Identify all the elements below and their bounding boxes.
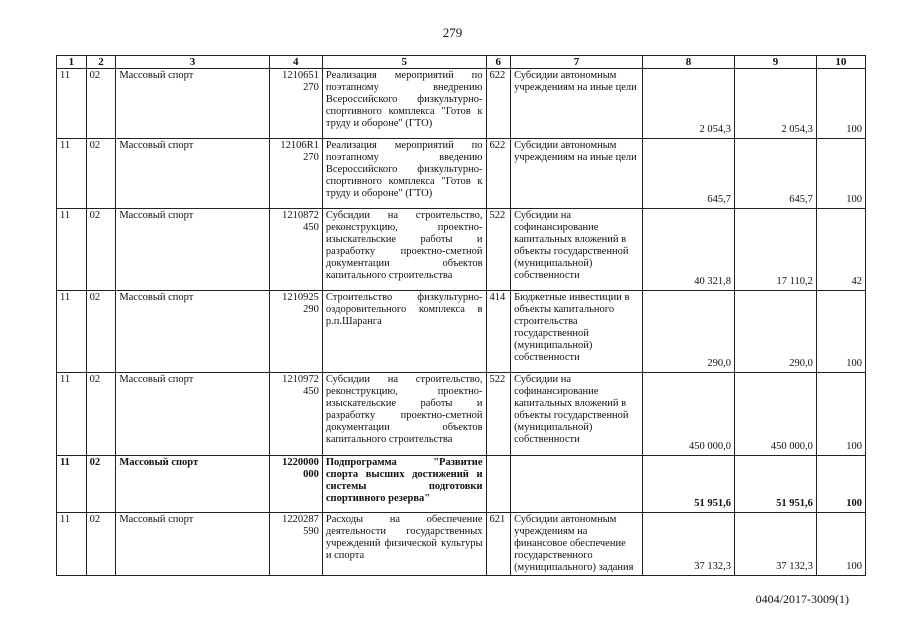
executed-amount: 37 132,3 (735, 513, 817, 576)
article-name: Подпрограмма "Развитие спорта высших достижений и системы подготовки спортивного резерва" (322, 456, 486, 513)
planned-amount: 450 000,0 (642, 373, 734, 456)
budget-table (56, 55, 866, 576)
section-name: Массовый спорт (116, 139, 269, 209)
section-code: 11 (57, 373, 87, 456)
execution-percent: 100 (816, 456, 865, 513)
header-cell: 3 (116, 56, 269, 69)
expense-type-name: Субсидии автономным учреждениям на иные цели (511, 139, 643, 209)
executed-amount: 17 110,2 (735, 209, 817, 291)
planned-amount: 51 951,6 (642, 456, 734, 513)
expense-type-code: 414 (486, 291, 511, 373)
subsection-code: 02 (86, 139, 116, 209)
planned-amount: 37 132,3 (642, 513, 734, 576)
header-cell: 4 (269, 56, 322, 69)
table-row (57, 291, 866, 373)
header-cell: 2 (86, 56, 116, 69)
header-cell: 5 (322, 56, 486, 69)
table-row (57, 513, 866, 576)
section-code: 11 (57, 513, 87, 576)
expense-type-name: Субсидии автономным учреждениям на финансовое обеспечение государственного (муниципального) задания (511, 513, 643, 576)
target-article: 1220287 590 (269, 513, 322, 576)
executed-amount: 2 054,3 (735, 69, 817, 139)
table-row (57, 373, 866, 456)
expense-type-code: 522 (486, 209, 511, 291)
table-row (57, 69, 866, 139)
execution-percent: 42 (816, 209, 865, 291)
article-name: Субсидии на строительство, реконструкцию, проектно-изыскательские работы и разработку проектно-сметной документации объектов капитального строительства (322, 373, 486, 456)
target-article: 12106R1 270 (269, 139, 322, 209)
planned-amount: 40 321,8 (642, 209, 734, 291)
subsection-code: 02 (86, 69, 116, 139)
expense-type-name: Бюджетные инвестиции в объекты капитального строительства государственной (муниципальной) собственности (511, 291, 643, 373)
section-code: 11 (57, 69, 87, 139)
planned-amount: 2 054,3 (642, 69, 734, 139)
expense-type-code: 622 (486, 69, 511, 139)
planned-amount: 645,7 (642, 139, 734, 209)
header-cell: 8 (642, 56, 734, 69)
header-cell: 6 (486, 56, 511, 69)
section-code: 11 (57, 209, 87, 291)
target-article: 1210925 290 (269, 291, 322, 373)
section-name: Массовый спорт (116, 456, 269, 513)
planned-amount: 290,0 (642, 291, 734, 373)
executed-amount: 51 951,6 (735, 456, 817, 513)
section-name: Массовый спорт (116, 291, 269, 373)
section-code: 11 (57, 139, 87, 209)
execution-percent: 100 (816, 69, 865, 139)
executed-amount: 450 000,0 (735, 373, 817, 456)
executed-amount: 290,0 (735, 291, 817, 373)
article-name: Расходы на обеспечение деятельности государственных учреждений физической культуры и спорта (322, 513, 486, 576)
header-cell: 9 (735, 56, 817, 69)
section-name: Массовый спорт (116, 373, 269, 456)
expense-type-code: 622 (486, 139, 511, 209)
expense-type-code: 522 (486, 373, 511, 456)
header-row (57, 56, 866, 69)
table-row-subprogram (57, 456, 866, 513)
expense-type-name: Субсидии на софинансирование капитальных вложений в объекты государственной (муниципальной) собственности (511, 209, 643, 291)
subsection-code: 02 (86, 209, 116, 291)
article-name: Строительство физкультурно-оздоровительного комплекса в р.п.Шаранга (322, 291, 486, 373)
execution-percent: 100 (816, 513, 865, 576)
expense-type-code (486, 456, 511, 513)
article-name: Реализация мероприятий по поэтапному введению Всероссийского физкультурно-спортивного комплекса "Готов к труду и обороне" (ГТО) (322, 139, 486, 209)
subsection-code: 02 (86, 456, 116, 513)
section-code: 11 (57, 291, 87, 373)
executed-amount: 645,7 (735, 139, 817, 209)
target-article: 1220000 000 (269, 456, 322, 513)
execution-percent: 100 (816, 139, 865, 209)
document-code: 0404/2017-3009(1) (755, 592, 849, 606)
article-name: Реализация мероприятий по поэтапному внедрению Всероссийского физкультурно-спортивного комплекса "Готов к труду и обороне" (ГТО) (322, 69, 486, 139)
section-name: Массовый спорт (116, 69, 269, 139)
page-number: 279 (442, 25, 463, 40)
execution-percent: 100 (816, 373, 865, 456)
article-name: Субсидии на строительство, реконструкцию, проектно-изыскательские работы и разработку проектно-сметной документации объектов капитального строительства (322, 209, 486, 291)
expense-type-name: Субсидии автономным учреждениям на иные цели (511, 69, 643, 139)
expense-type-code: 621 (486, 513, 511, 576)
execution-percent: 100 (816, 291, 865, 373)
section-name: Массовый спорт (116, 513, 269, 576)
expense-type-name: Субсидии на софинансирование капитальных вложений в объекты государственной (муниципальной) собственности (511, 373, 643, 456)
section-code: 11 (57, 456, 87, 513)
header-cell: 1 (57, 56, 87, 69)
subsection-code: 02 (86, 513, 116, 576)
subsection-code: 02 (86, 291, 116, 373)
target-article: 1210651 270 (269, 69, 322, 139)
target-article: 1210972 450 (269, 373, 322, 456)
expense-type-name (511, 456, 643, 513)
subsection-code: 02 (86, 373, 116, 456)
section-name: Массовый спорт (116, 209, 269, 291)
table-row (57, 209, 866, 291)
table-row (57, 139, 866, 209)
target-article: 1210872 450 (269, 209, 322, 291)
header-cell: 7 (511, 56, 643, 69)
header-cell: 10 (816, 56, 865, 69)
